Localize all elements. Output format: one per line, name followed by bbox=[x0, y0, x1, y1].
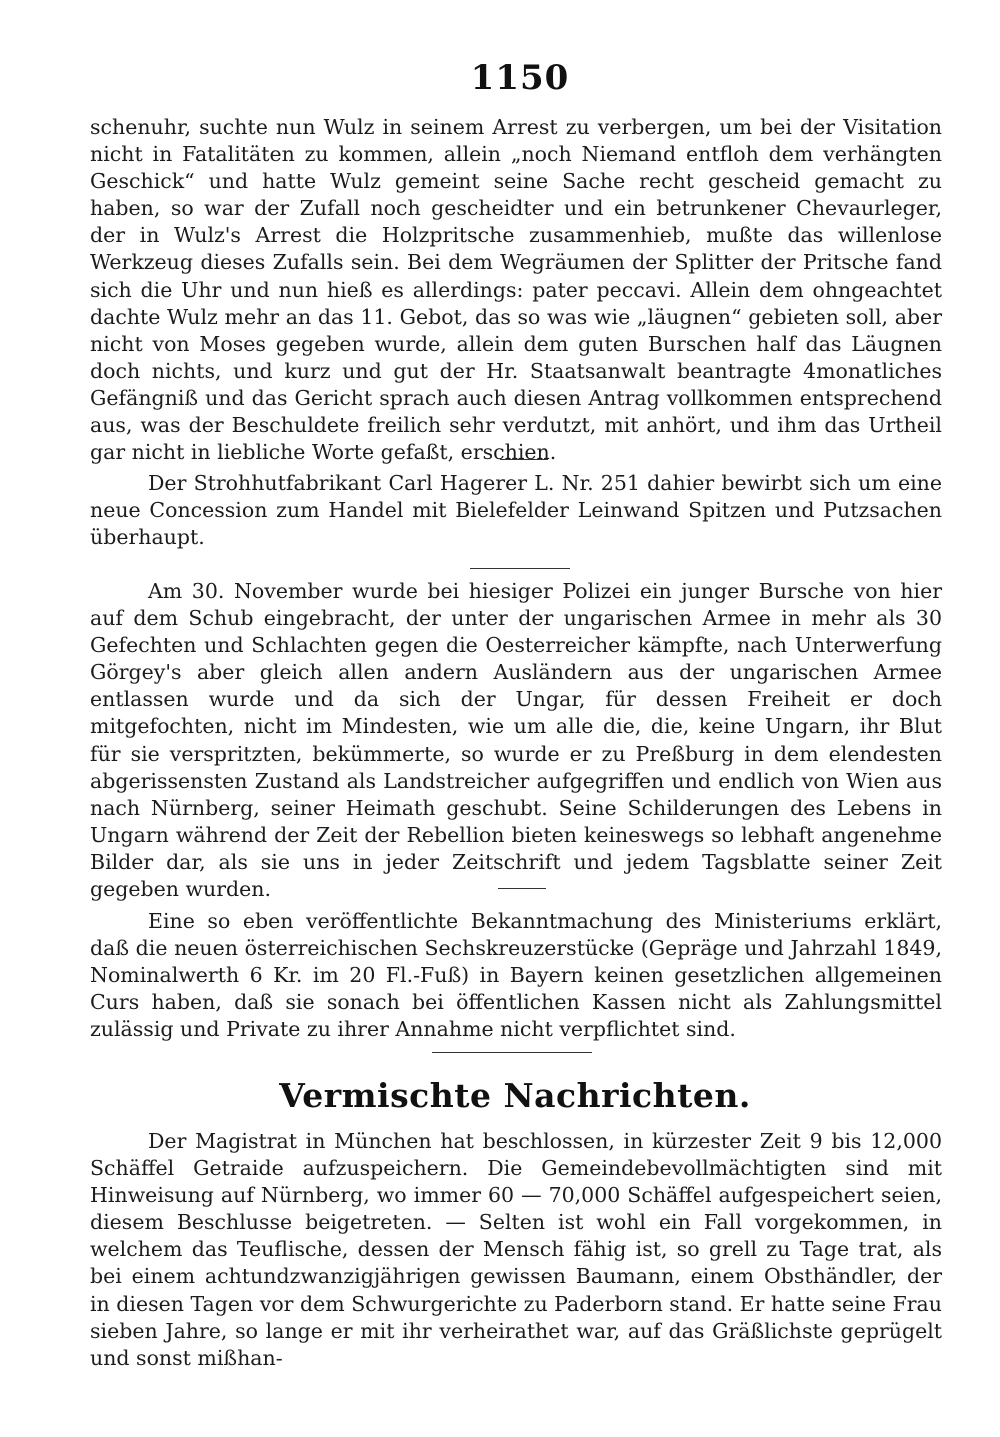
separator-rule bbox=[500, 459, 548, 460]
article-paragraph-concession: Der Strohhutfabrikant Carl Hagerer L. Nr. 251 dahier bewirbt sich um eine neue Concession zum Handel mit Bielefelder Leinwand Spitzen und Putzsachen überhaupt. bbox=[90, 471, 942, 550]
page-number: 1150 bbox=[470, 58, 570, 98]
separator-rule bbox=[470, 568, 570, 569]
separator-rule bbox=[432, 1052, 592, 1053]
article-paragraph-wulz: schenuhr, suchte nun Wulz in seinem Arrest zu verbergen, um bei der Visitation nicht in Fatalitäten zu kommen, allein „noch Niemand entfloh dem verhängten Geschick“ und hatte Wulz gemeint seine Sache recht gescheid gemacht zu haben, so war der Zufall noch gescheidter und ein betrunkener Chevaurleger, der in Wulz's Arrest die Holzpritsche zusammenhieb, mußte das willenlose Werkzeug dieses Zufalls sein. Bei dem Wegräumen der Splitter der Pritsche fand sich die Uhr und nun hieß es allerdings: pater peccavi. Allein dem ohngeachtet dachte Wulz mehr an das 11. Gebot, das so was wie „läugnen“ gebieten soll, aber nicht von Moses gegeben wurde, allein dem guten Burschen half das Läugnen doch nichts, und kurz und gut der Hr. Staatsanwalt beantragte 4monatliches Gefängniß und das Gericht sprach auch diesen Antrag vollkommen entsprechend aus, was der Beschuldete freilich sehr verdutzt, mit anhört, und ihm das Urtheil gar nicht in liebliche Worte gefaßt, erschien. bbox=[90, 115, 942, 465]
separator-rule bbox=[498, 888, 546, 889]
section-heading: Vermischte Nachrichten. bbox=[279, 1076, 751, 1115]
article-paragraph-coins: Eine so eben veröffentlichte Bekanntmachung des Ministeriums erklärt, daß die neuen österreichischen Sechskreuzerstücke (Gepräge und Jahrzahl 1849, Nominalwerth 6 Kr. im 20 Fl.-Fuß) in Bayern keinen gesetzlichen allgemeinen Curs haben, daß sie sonach bei öffentlichen Kassen nicht als Zahlungsmittel zulässig und Private zu ihrer Annahme nicht verpflichtet sind. bbox=[90, 909, 942, 1042]
article-paragraph-hungary: Am 30. November wurde bei hiesiger Polizei ein junger Bursche von hier auf dem Schub eingebracht, der unter der ungarischen Armee in mehr als 30 Gefechten und Schlachten gegen die Oesterreicher kämpfte, nach Unterwerfung Görgey's aber gleich allen andern Ausländern aus der ungarischen Armee entlassen wurde und da sich der Ungar, für dessen Freiheit er doch mitgefochten, nicht im Mindesten, wie um alle die, die, keine Ungarn, ihr Blut für sie verspritzten, bekümmerte, so wurde er zu Preßburg in dem elendesten abgerissensten Zustand als Landstreicher aufgegriffen und endlich von Wien aus nach Nürnberg, seiner Heimath geschubt. Seine Schilderungen des Lebens in Ungarn während der Zeit der Rebellion bieten keineswegs so lebhaft angenehme Bilder dar, als sie uns in jeder Zeitschrift und jedem Tagsblatte seiner Zeit gegeben wurden. bbox=[90, 579, 942, 902]
article-paragraph-munich: Der Magistrat in München hat beschlossen, in kürzester Zeit 9 bis 12,000 Schäffel Getraide aufzuspeichern. Die Gemeindebevollmächtigten sind mit Hinweisung auf Nürnberg, wo immer 60 — 70,000 Schäffel aufgespeichert seien, diesem Beschlusse beigetreten. — Selten ist wohl ein Fall vorgekommen, in welchem das Teuflische, dessen der Mensch fähig ist, so grell zu Tage trat, als bei einem achtundzwanzigjährigen gewissen Baumann, einem Obsthändler, der in diesen Tagen vor dem Schwurgerichte zu Paderborn stand. Er hatte seine Frau sieben Jahre, so lange er mit ihr verheirathet war, auf das Gräßlichste geprügelt und sonst mißhan- bbox=[90, 1129, 942, 1370]
